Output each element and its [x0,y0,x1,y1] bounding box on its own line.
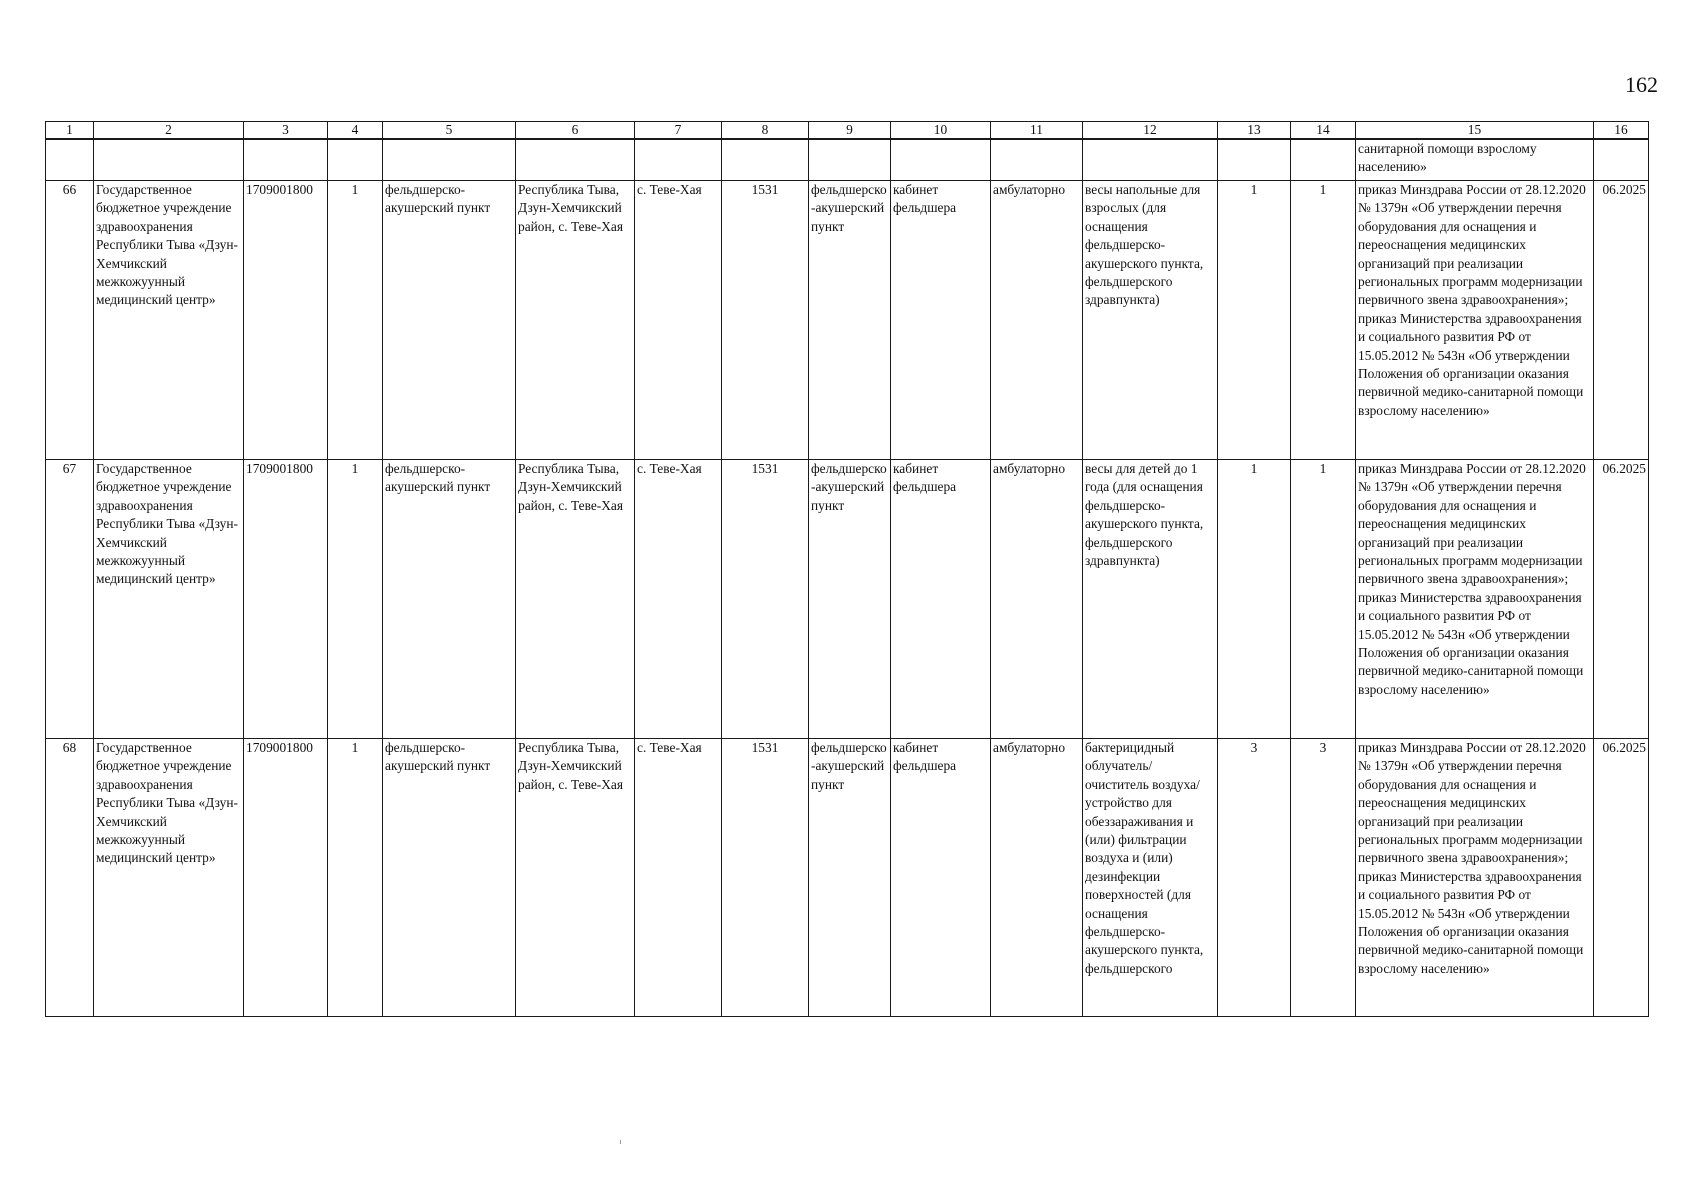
legal-basis-cell: приказ Минздрава России от 28.12.2020 № 1379н «Об утверждении перечня оборудования для оснащения и переоснащения медицинских организаций при реализации региональных программ модернизации первичного звена здравоохранения»; приказ Министерства здравоохранения и социального развития РФ от 15.05.2012 № 543н «Об утверждении Положения об организации оказания первичной медико-санитарной помощи взрослому населению» [1356,460,1594,739]
column-header: 1 [46,122,94,140]
settlement-cell: с. Теве-Хая [635,181,722,460]
required-qty-cell: 1 [1218,460,1291,739]
settlement-cell: с. Теве-Хая [635,739,722,1017]
institution-cell: Государственное бюджетное учреждение здравоохранения Республики Тыва «Дзун-Хемчикский межкожуунный медицинский центр» [94,181,244,460]
table-row [46,460,1649,739]
table-row [46,181,1649,460]
purchase-qty-cell: 3 [1291,739,1356,1017]
room-cell: кабинет фельдшера [891,181,991,460]
table-row [46,739,1649,1017]
address-cell: Республика Тыва, Дзун-Хемчикский район, с. Теве-Хая [516,181,635,460]
column-header: 12 [1083,122,1218,140]
row-number-cell: 67 [46,460,94,739]
date-cell: 06.2025 [1594,739,1649,1017]
legal-basis-cell: приказ Минздрава России от 28.12.2020 № 1379н «Об утверждении перечня оборудования для оснащения и переоснащения медицинских организаций при реализации региональных программ модернизации первичного звена здравоохранения»; приказ Министерства здравоохранения и социального развития РФ от 15.05.2012 № 543н «Об утверждении Положения об организации оказания первичной медико-санитарной помощи взрослому населению» [1356,739,1594,1017]
population-cell: 1531 [722,181,809,460]
equipment-cell: весы напольные для взрослых (для оснащения фельдшерско-акушерского пункта, фельдшерского здравпункта) [1083,181,1218,460]
population-cell: 1531 [722,739,809,1017]
column-header: 16 [1594,122,1649,140]
required-qty-cell: 1 [1218,181,1291,460]
type-code-cell: 1 [328,181,383,460]
column-number-row [46,122,1649,140]
institution-cell: Государственное бюджетное учреждение здравоохранения Республики Тыва «Дзун-Хемчикский межкожуунный медицинский центр» [94,739,244,1017]
care-form-cell: амбулаторно [991,460,1083,739]
legal-basis-cell: приказ Минздрава России от 28.12.2020 № 1379н «Об утверждении перечня оборудования для оснащения и переоснащения медицинских организаций при реализации региональных программ модернизации первичного звена здравоохранения»; приказ Министерства здравоохранения и социального развития РФ от 15.05.2012 № 543н «Об утверждении Положения об организации оказания первичной медико-санитарной помощи взрослому населению» [1356,181,1594,460]
department-cell: фельдшерско-акушерский пункт [809,739,891,1017]
inn-cell: 1709001800 [244,181,328,460]
type-code-cell: 1 [328,460,383,739]
column-header: 8 [722,122,809,140]
unit-type-cell: фельдшерско-акушерский пункт [383,739,516,1017]
continuation-row [46,139,1649,181]
type-code-cell: 1 [328,739,383,1017]
date-cell: 06.2025 [1594,460,1649,739]
column-header: 2 [94,122,244,140]
column-header: 11 [991,122,1083,140]
column-header: 14 [1291,122,1356,140]
care-form-cell: амбулаторно [991,181,1083,460]
room-cell: кабинет фельдшера [891,460,991,739]
settlement-cell: с. Теве-Хая [635,460,722,739]
column-header: 4 [328,122,383,140]
column-header: 6 [516,122,635,140]
row-number-cell: 66 [46,181,94,460]
institution-cell: Государственное бюджетное учреждение здравоохранения Республики Тыва «Дзун-Хемчикский межкожуунный медицинский центр» [94,460,244,739]
purchase-qty-cell: 1 [1291,460,1356,739]
inn-cell: 1709001800 [244,739,328,1017]
room-cell: кабинет фельдшера [891,739,991,1017]
unit-type-cell: фельдшерско-акушерский пункт [383,460,516,739]
unit-type-cell: фельдшерско-акушерский пункт [383,181,516,460]
column-header: 7 [635,122,722,140]
department-cell: фельдшерско-акушерский пункт [809,460,891,739]
page-number: 162 [1625,72,1658,97]
address-cell: Республика Тыва, Дзун-Хемчикский район, с. Теве-Хая [516,739,635,1017]
legal-basis-cell: санитарной помощи взрослому населению» [1356,139,1594,181]
column-header: 9 [809,122,891,140]
inn-cell: 1709001800 [244,460,328,739]
column-header: 3 [244,122,328,140]
column-header: 15 [1356,122,1594,140]
scan-artifact [620,1140,621,1144]
column-header: 5 [383,122,516,140]
equipment-cell: весы для детей до 1 года (для оснащения фельдшерско-акушерского пункта, фельдшерского здравпункта) [1083,460,1218,739]
date-cell: 06.2025 [1594,181,1649,460]
population-cell: 1531 [722,460,809,739]
care-form-cell: амбулаторно [991,739,1083,1017]
required-qty-cell: 3 [1218,739,1291,1017]
purchase-qty-cell: 1 [1291,181,1356,460]
address-cell: Республика Тыва, Дзун-Хемчикский район, с. Теве-Хая [516,460,635,739]
equipment-table [45,121,1649,1017]
column-header: 10 [891,122,991,140]
equipment-cell: бактерицидный облучатель/очиститель воздуха/устройство для обеззараживания и (или) фильтрации воздуха и (или) дезинфекции поверхностей (для оснащения фельдшерско-акушерского пункта, фельдшерского [1083,739,1218,1017]
department-cell: фельдшерско-акушерский пункт [809,181,891,460]
row-number-cell: 68 [46,739,94,1017]
column-header: 13 [1218,122,1291,140]
